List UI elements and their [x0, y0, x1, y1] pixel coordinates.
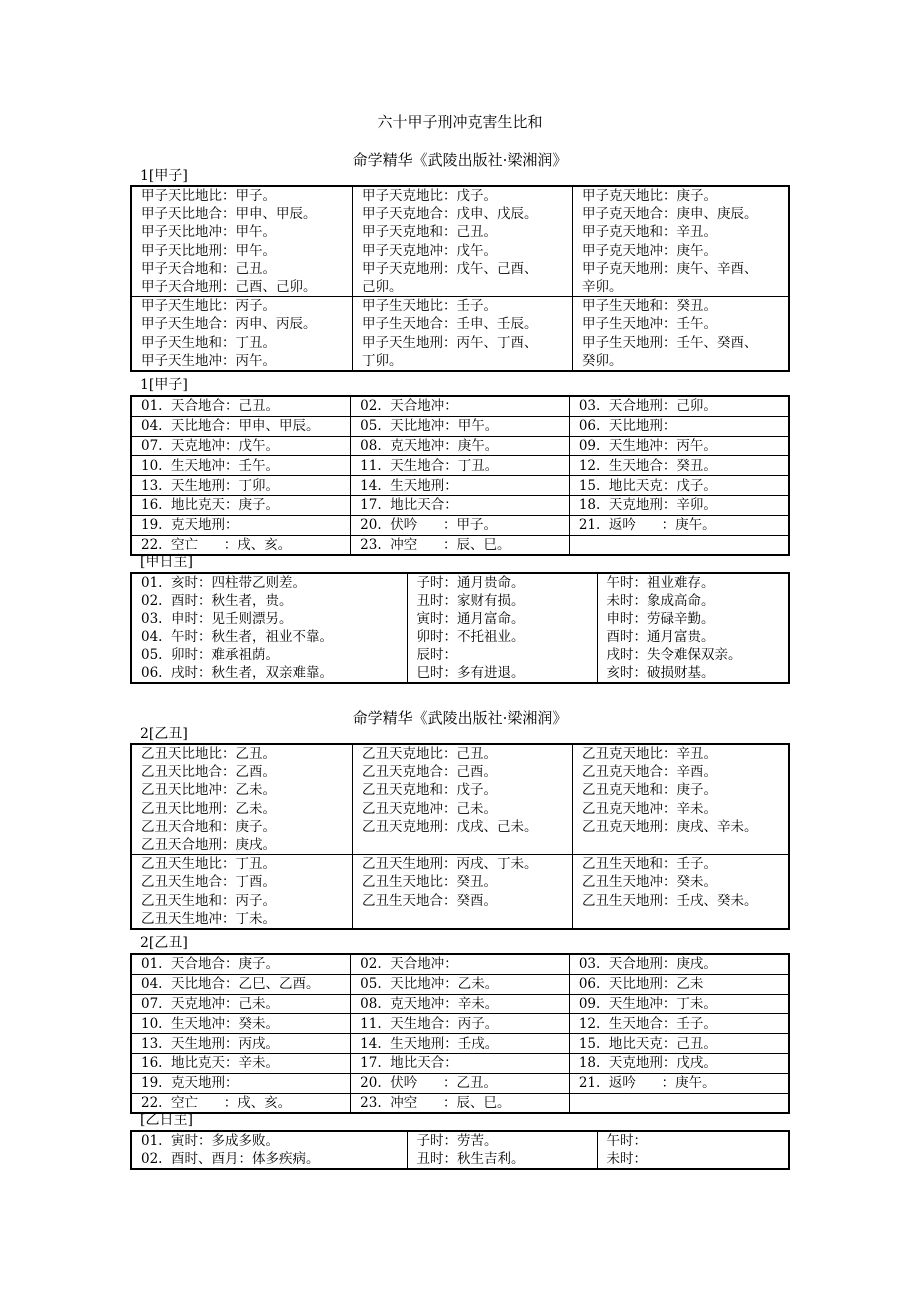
grid-cell: 乙丑天比地比：乙丑。 乙丑天比地合：乙酉。 乙丑天比地冲：乙未。 乙丑天比地刑：乙未。 乙丑天合地和：庚子。 乙丑天合地刑：庚戌。	[141, 746, 276, 854]
table-cell: 05. 天比地冲：甲午。	[351, 416, 570, 436]
table-cell: 04. 天比地合：甲申、甲辰。	[132, 416, 351, 436]
table-cell: 08. 克天地冲：庚午。	[351, 436, 570, 456]
table-cell: 10. 生天地冲：癸未。	[132, 1014, 351, 1034]
table-cell: 11. 天生地合：丙子。	[351, 1014, 570, 1034]
table-cell: 03. 天合地刑：己卯。	[569, 397, 788, 416]
table-cell: 14. 生天地刑：	[351, 476, 570, 496]
table-cell: 13. 天生地刑：丁卯。	[132, 476, 351, 496]
table-row	[132, 610, 788, 628]
table-cell: 未时：	[597, 1150, 788, 1168]
table-cell	[569, 535, 788, 554]
table-cell: 19. 克天地刑：	[132, 1073, 351, 1093]
table-row	[132, 456, 788, 476]
table-cell: 04. 午时：秋生者，祖业不靠。	[141, 629, 334, 645]
table-cell: 05. 天比地冲：乙未。	[351, 974, 570, 994]
table-cell: 07. 天克地冲：己未。	[132, 994, 351, 1014]
table-cell: 10. 生天地冲：壬午。	[132, 456, 351, 476]
table-cell: 未时：象成高命。	[597, 592, 788, 610]
table-row	[132, 515, 788, 535]
table-cell: 07. 天克地冲：戊午。	[132, 436, 351, 456]
table-cell: 17. 地比天合：	[351, 495, 570, 515]
table-row	[132, 397, 788, 416]
table-row	[132, 646, 788, 664]
table-cell: 02. 天合地冲：	[351, 955, 570, 974]
table-row	[132, 1053, 788, 1073]
table-cell: 04. 天比地合：乙巳、乙酉。	[132, 974, 351, 994]
section-label: 2[乙丑]	[140, 726, 188, 742]
table-cell: 子时：通月贵命。	[407, 574, 597, 592]
relations-grid	[130, 743, 790, 930]
grid-cell: 甲子生天地和：癸丑。 甲子生天地冲：壬午。 甲子生天地刑：壬午、癸酉、 癸卯。	[572, 297, 788, 370]
table-cell: 08. 克天地冲：辛未。	[351, 994, 570, 1014]
table-cell: 18. 天克地刑：戊戌。	[569, 1053, 788, 1073]
table-cell: 寅时：通月富命。	[407, 610, 597, 628]
table-row	[132, 436, 788, 456]
table-cell: 13. 天生地刑：丙戌。	[132, 1034, 351, 1054]
section-subtitle: 命学精华《武陵出版社·梁湘润》	[352, 709, 568, 727]
table-cell	[569, 1093, 788, 1112]
relations-grid	[130, 185, 790, 372]
hours-table	[130, 1130, 790, 1170]
table-cell: 23. 冲空 ：辰、巳。	[351, 535, 570, 554]
table-cell: 子时：劳苦。	[407, 1132, 597, 1150]
table-cell: 21. 返吟 ：庚午。	[569, 515, 788, 535]
grid-cell: 乙丑克天地比：辛丑。 乙丑克天地合：辛酉。 乙丑克天地和：庚子。 乙丑克天地冲：辛未。 乙丑克天地刑：庚戌、辛未。	[572, 745, 788, 854]
table-cell: 14. 生天地刑：壬戌。	[351, 1034, 570, 1054]
grid-cell: 乙丑天克地比：己丑。 乙丑天克地合：己酉。 乙丑天克地和：戊子。 乙丑天克地冲：己未。 乙丑天克地刑：戊戌、己未。	[352, 745, 572, 854]
table-row	[132, 1034, 788, 1054]
grid-cell: 甲子生天地比：壬子。 甲子生天地合：壬申、壬辰。 甲子天生地刑：丙午、丁酉、 丁卯。	[352, 297, 572, 370]
table-cell: 09. 天生地冲：丙午。	[569, 436, 788, 456]
hours-table	[130, 572, 790, 684]
grid-cell: 乙丑天生地刑：丙戌、丁未。 乙丑生天地比：癸丑。 乙丑生天地合：癸酉。	[352, 855, 572, 928]
table-cell: 丑时：家财有损。	[407, 592, 597, 610]
table-cell: 06. 天比地刑：	[569, 416, 788, 436]
table-cell: 巳时：多有进退。	[407, 664, 597, 682]
table-row	[132, 664, 788, 682]
table-cell: 辰时：	[407, 646, 597, 664]
table-cell: 午时：祖业难存。	[597, 574, 788, 592]
table-row	[132, 535, 788, 554]
table-cell: 20. 伏吟 ：甲子。	[351, 515, 570, 535]
table-cell: 15. 地比天克：戊子。	[569, 476, 788, 496]
table-cell: 12. 生天地合：癸丑。	[569, 456, 788, 476]
table-cell: 19. 克天地刑：	[132, 515, 351, 535]
table-row	[132, 1132, 788, 1150]
numbered-table	[130, 395, 790, 556]
table-cell: 02. 酉时：秋生者，贵。	[141, 593, 293, 609]
grid-cell: 甲子天生地比：丙子。 甲子天生地合：丙申、丙辰。 甲子天生地和：丁丑。 甲子天生地冲：丙午。	[141, 298, 317, 369]
table-cell: 戌时：失令难保双亲。	[597, 646, 788, 664]
table-cell: 09. 天生地冲：丁未。	[569, 994, 788, 1014]
table-cell: 亥时：破损财基。	[597, 664, 788, 682]
table-row	[132, 416, 788, 436]
grid-cell: 乙丑天生地比：丁丑。 乙丑天生地合：丁酉。 乙丑天生地和：丙子。 乙丑天生地冲：丁未。	[141, 856, 276, 927]
section-label: [甲日主]	[140, 554, 193, 570]
table-row	[132, 1150, 788, 1168]
table-cell: 酉时：通月富贵。	[597, 628, 788, 646]
page-title: 六十甲子刑冲克害生比和	[377, 113, 543, 131]
table-row	[132, 476, 788, 496]
section-label: 2[乙丑]	[140, 935, 188, 951]
grid-cell: 乙丑生天地和：壬子。 乙丑生天地冲：癸未。 乙丑生天地刑：壬戌、癸未。	[572, 855, 788, 928]
table-cell: 01. 天合地合：己丑。	[132, 397, 351, 416]
table-row	[132, 955, 788, 974]
table-cell: 05. 卯时：难承祖荫。	[141, 647, 280, 663]
table-row	[132, 974, 788, 994]
table-row	[132, 1093, 788, 1112]
table-row	[132, 994, 788, 1014]
table-row	[132, 1014, 788, 1034]
table-cell: 06. 戌时：秋生者，双亲难靠。	[141, 665, 334, 681]
table-row	[132, 495, 788, 515]
table-cell: 01. 亥时：四柱带乙则差。	[141, 575, 307, 591]
table-cell: 16. 地比克天：庚子。	[132, 495, 351, 515]
table-cell: 03. 申时：见壬则漂另。	[141, 611, 293, 627]
table-cell: 01. 寅时：多成多败。	[141, 1133, 280, 1149]
table-cell: 卯时：不托祖业。	[407, 628, 597, 646]
table-cell: 丑时：秋生吉利。	[407, 1150, 597, 1168]
table-cell: 03. 天合地刑：庚戌。	[569, 955, 788, 974]
table-cell: 02. 天合地冲：	[351, 397, 570, 416]
table-cell: 22. 空亡 ：戌、亥。	[132, 1093, 351, 1112]
table-cell: 22. 空亡 ：戌、亥。	[132, 535, 351, 554]
table-cell: 15. 地比天克：己丑。	[569, 1034, 788, 1054]
table-cell: 02. 酉时、酉月：体多疾病。	[141, 1151, 320, 1167]
table-cell: 06. 天比地刑：乙未	[569, 974, 788, 994]
table-cell: 23. 冲空 ：辰、巳。	[351, 1093, 570, 1112]
table-row	[132, 628, 788, 646]
section-label: [乙日主]	[140, 1112, 193, 1128]
table-cell: 17. 地比天合：	[351, 1053, 570, 1073]
table-cell: 申时：劳碌辛勤。	[597, 610, 788, 628]
table-row	[132, 592, 788, 610]
table-cell: 12. 生天地合：壬子。	[569, 1014, 788, 1034]
grid-cell: 甲子克天地比：庚子。 甲子克天地合：庚申、庚辰。 甲子克天地和：辛丑。 甲子克天地冲：庚午。 甲子克天地刑：庚午、辛酉、 辛卯。	[572, 187, 788, 296]
section-label: 1[甲子]	[140, 377, 188, 393]
section-label: 1[甲子]	[140, 168, 188, 184]
table-row	[132, 574, 788, 592]
table-cell: 18. 天克地刑：辛卯。	[569, 495, 788, 515]
table-cell: 16. 地比克天：辛未。	[132, 1053, 351, 1073]
table-cell: 21. 返吟 ：庚午。	[569, 1073, 788, 1093]
section-subtitle: 命学精华《武陵出版社·梁湘润》	[352, 151, 568, 169]
table-cell: 20. 伏吟 ：乙丑。	[351, 1073, 570, 1093]
grid-cell: 甲子天比地比：甲子。 甲子天比地合：甲申、甲辰。 甲子天比地冲：甲午。 甲子天比地刑：甲午。 甲子天合地和：己丑。 甲子天合地刑：己酉、己卯。	[141, 188, 317, 296]
table-cell: 11. 天生地合：丁丑。	[351, 456, 570, 476]
numbered-table	[130, 953, 790, 1114]
grid-cell: 甲子天克地比：戊子。 甲子天克地合：戊申、戊辰。 甲子天克地和：己丑。 甲子天克地冲：戊午。 甲子天克地刑：戊午、己酉、 己卯。	[352, 187, 572, 296]
table-cell: 01. 天合地合：庚子。	[132, 955, 351, 974]
table-cell: 午时：	[597, 1132, 788, 1150]
table-row	[132, 1073, 788, 1093]
